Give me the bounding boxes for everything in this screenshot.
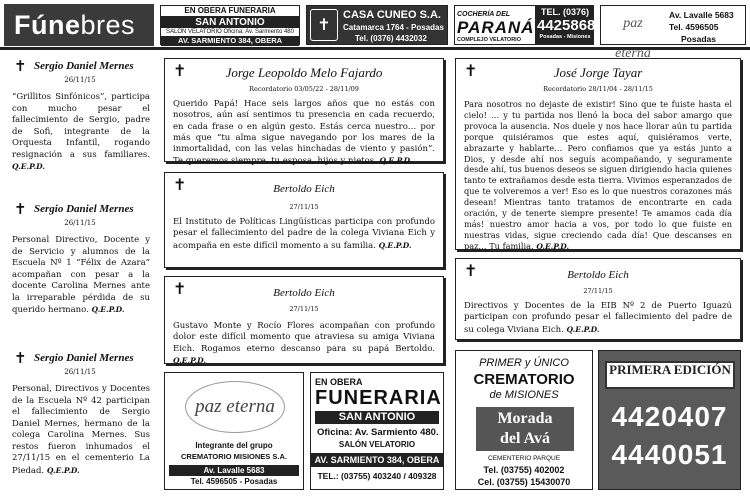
paz-eterna-logo: paz eterna — [185, 381, 285, 433]
obituary-notice-5: ✝ Bertoldo Eich 27/11/15 Directivos y Docentes de la EIB Nº 2 de Puerto Iguazú participan con profundo pesar el fallecimiento del padre de su colega Viviana Eich. Q.E.P.D. — [455, 258, 741, 340]
ad-crematorio[interactable]: PRIMER y ÚNICO CREMATORIO de MISIONES Morada del Avá CEMENTERIO PARQUE Tel. (03755) 402002 Cel. (03755) 15430070 — [455, 350, 593, 490]
obituary-notice-3: ✝ Bertoldo Eich 27/11/15 Gustavo Monte y Rocío Flores acompañan con profundo dolor este difícil momento que atraviesa su amiga Viviana Eich. Rogamos eterno descanso para su papá Bertoldo. Q.E.P.D. — [164, 276, 444, 364]
cross-icon: ✝ — [464, 61, 478, 80]
cross-icon: ✝ — [173, 175, 187, 194]
obituary-left-2: ✝ Sergio Daniel Mernes 26/11/15 Personal Directivo, Docente y de Servicio y alumnos de la Escuela Nº 1 “Félix de Azara” acompañan con pesar a la docente Carolina Mernes ante la irreparable pérdida de su querido hermano. Q.E.P.D. — [12, 200, 150, 315]
ad-funeraria-san-antonio[interactable]: EN OBERA FUNERARIA SAN ANTONIO Oficina: Av. Sarmiento 480. SALÓN VELATORIO AV. SARMIENTO 384, OBERA TEL.: (03755) 403240 / 409328 — [310, 372, 444, 490]
ad-paz-eterna-header[interactable]: paz eterna Av. Lavalle 5683 Tel. 4596505 Posadas — [600, 5, 746, 45]
ad-funeraria-san-antonio-header[interactable]: EN OBERA FUNERARIA SAN ANTONIO SALÓN VELATORIO Oficina: Av. Sarmiento 480 AV. SARMIENTO 384, OBERA — [160, 5, 300, 45]
ad-paz-eterna[interactable]: paz eterna Integrante del grupo CREMATORIO MISIONES S.A. Av. Lavalle 5683 Tel. 4596505 - Posadas — [164, 372, 304, 490]
obituary-left-1: ✝ Sergio Daniel Mernes 26/11/15 “Grillitos Sinfónicos”, participa con mucho pesar el fallecimiento de Sergio, padre de Sofi, integrante de la Orquesta Infantil, rogando resignación a sus familiares. Q.E.P.D. — [12, 57, 150, 171]
paz-eterna-logo: paz eterna — [615, 16, 651, 61]
ad-primera-edicion[interactable]: PRIMERA EDICIÓN 4420407 4440051 — [598, 350, 741, 490]
obituary-notice-4: ✝ José Jorge Tayar Recordatorio 28/11/04 - 28/11/15 Para nosotros no dejaste de existir! Sino que te fuiste hasta el cielo! … y tu partida nos llenó la boca del sabor amargo que provoca la ausencia. Nos duele y nos hace llorar aún tu partida porque quisiéramos que estes aquí, quisiéramos verte, abrazarte y hablarte… Pero confiamos que ya estás junto a Dios, y desde ahí nos seguís acompañando, y seguramente desde ahí, tus buenos deseos se siguen dirigiendo hacia quienes tanto te extrañamos desde esta tierra. Vivimos esperanzados de que te volveremos a ver! Eso es lo que nuestros corazones más desean! Mientras tanto tratamos de encontrarte en cada oración, y de tenerte siempre presente! Te amamos cada día más! nuestro amor hacia a vos, por todo lo que fuiste en nuestras vidas, sigue creciendo cada día! Que descanses en paz… Tu familia. Q.E.P.D. — [455, 58, 741, 250]
ad-cocheria-parana[interactable]: COCHERÍA DEL PARANÁ COMPLEJO VELATORIO — [454, 5, 536, 45]
ad-casa-cuneo[interactable]: ✝ CASA CUNEO S.A. Catamarca 1764 - Posadas Tel. (0376) 4432032 — [306, 5, 448, 45]
cross-icon: ✝ — [173, 279, 187, 298]
obituary-notice-1: ✝ Jorge Leopoldo Melo Fajardo Recordatorio 03/05/22 - 28/11/09 Querido Papá! Hace seis largos años que no estás con nosotros, aún así sentimos tu presencia en cada recuerdo, en cada frase o en algún gesto. Estás cerca nuestro… por más que “tu alma sigue navegando por los mares de la inmortalidad, con las velas hinchadas de viento y pasión”. Te queremos siempre, tu esposa, hijos y nietos. Q.E.P.D. — [164, 58, 444, 162]
cross-icon: ✝ — [14, 57, 27, 75]
page-header — [0, 0, 750, 61]
morada-del-ava-logo: Morada del Avá — [476, 407, 574, 451]
cross-icon: ✝ — [14, 200, 27, 218]
obituary-notice-2: ✝ Bertoldo Eich 27/11/15 El Instituto de Políticas Lingüísticas participa con profundo pesar el fallecimiento del padre de la colega Viviana Eich y acompaña en este difícil momento a su familia. Q.E.P.D. — [164, 172, 444, 268]
cuneo-logo-icon: ✝ — [310, 9, 338, 41]
section-title: Fúnebres — [4, 4, 154, 46]
cross-icon: ✝ — [14, 349, 27, 367]
cross-icon: ✝ — [464, 261, 478, 280]
cross-icon: ✝ — [173, 61, 187, 80]
primera-edicion-logo: PRIMERA EDICIÓN — [605, 361, 735, 389]
ad-parana-phone[interactable]: TEL. (0376) 4425868 Posadas - Misiones — [536, 5, 594, 45]
obituary-left-3: ✝ Sergio Daniel Mernes 26/11/15 Personal, Directivos y Docentes de la Escuela Nº 42 participan el fallecimiento de Sergio Daniel Mernes, hermano de la colega Carolina Mernes. Sus restos fueron inhumados el 27/11/15 en el cementerio La Piedad. Q.E.P.D. — [12, 349, 150, 476]
